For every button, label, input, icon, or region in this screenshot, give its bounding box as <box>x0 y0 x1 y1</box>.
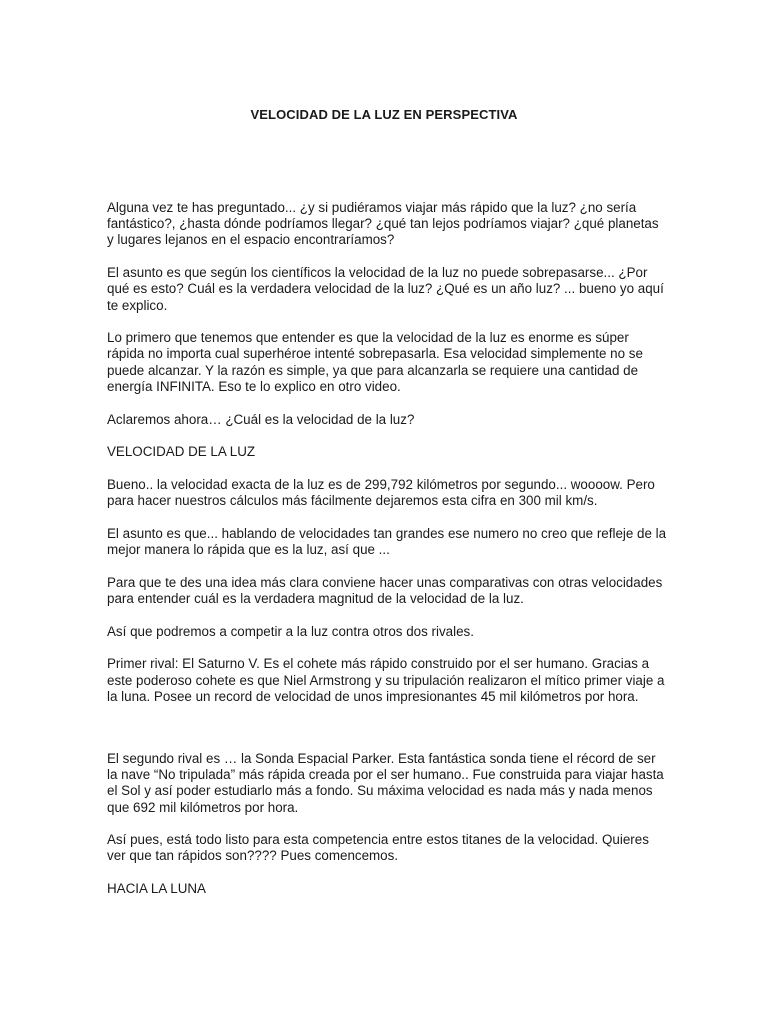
paragraph-primero: Lo primero que tenemos que entender es que la velocidad de la luz es enorme es súper rápida no importa cual superhéroe intenté sobrepasarla. Esa velocidad simplemente no se puede alcanzar. Y la razón es simple, ya que para alcanzarla se requiere una cantidad de energía INFINITA. Eso te lo explico en otro video. <box>107 330 643 394</box>
section-heading-luna: HACIA LA LUNA <box>107 881 206 897</box>
paragraph-aclaremos: Aclaremos ahora… ¿Cuál es la velocidad de la luz? <box>107 411 415 427</box>
paragraph-primer-rival: Primer rival: El Saturno V. Es el cohete más rápido construido por el ser humano. Gracias a este poderoso cohete es que Niel Armstrong y su tripulación realizaron el mítico primer viaje a la luna. Posee un record de velocidad de unos impresionantes 45 mil kilómetros por hora. <box>107 656 665 704</box>
paragraph-competencia: Así pues, está todo listo para esta competencia entre estos titanes de la velocidad. Quieres ver que tan rápidos son???? Pues comencemos. <box>107 832 649 864</box>
document-title: VELOCIDAD DE LA LUZ EN PERSPECTIVA <box>250 107 518 122</box>
paragraph-intro: Alguna vez te has preguntado... ¿y si pudiéramos viajar más rápido que la luz? ¿no sería fantástico?, ¿hasta dónde podríamos llegar? ¿qué tan lejos podríamos viajar? ¿qué planetas y lugares lejanos en el espacio encontraríamos? <box>107 200 659 248</box>
paragraph-comparativas: Para que te des una idea más clara conviene hacer unas comparativas con otras velocidades para entender cuál es la verdadera magnitud de la velocidad de la luz. <box>107 574 663 606</box>
document-body <box>107 200 667 914</box>
paragraph-asunto-velocidades: El asunto es que... hablando de velocidades tan grandes ese numero no creo que refleje de la mejor manera lo rápida que es la luz, así que ... <box>107 525 667 558</box>
section-heading-velocidad: VELOCIDAD DE LA LUZ <box>107 444 256 460</box>
paragraph-segundo-rival: El segundo rival es … la Sonda Espacial Parker. Esta fantástica sonda tiene el récord de ser la nave “No tripulada” más rápida creada por el ser humano.. Fue construida para viajar hasta el Sol y así poder estudiarlo más a fondo. Su máxima velocidad es nada más y nada menos que 692 mil kilómetros por hora. <box>107 750 664 815</box>
paragraph-bueno: Bueno.. la velocidad exacta de la luz es de 299,792 kilómetros por segundo... woooow. Pero para hacer nuestros cálculos más fácilmente dejaremos esta cifra en 300 mil km/s. <box>107 476 655 509</box>
paragraph-rivales: Así que podremos a competir a la luz contra otros dos rivales. <box>107 623 474 639</box>
paragraph-asunto: El asunto es que según los científicos la velocidad de la luz no puede sobrepasarse... ¿Por qué es esto? Cuál es la verdadera velocidad de la luz? ¿Qué es un año luz? ... bueno yo aquí te explico. <box>107 265 664 313</box>
